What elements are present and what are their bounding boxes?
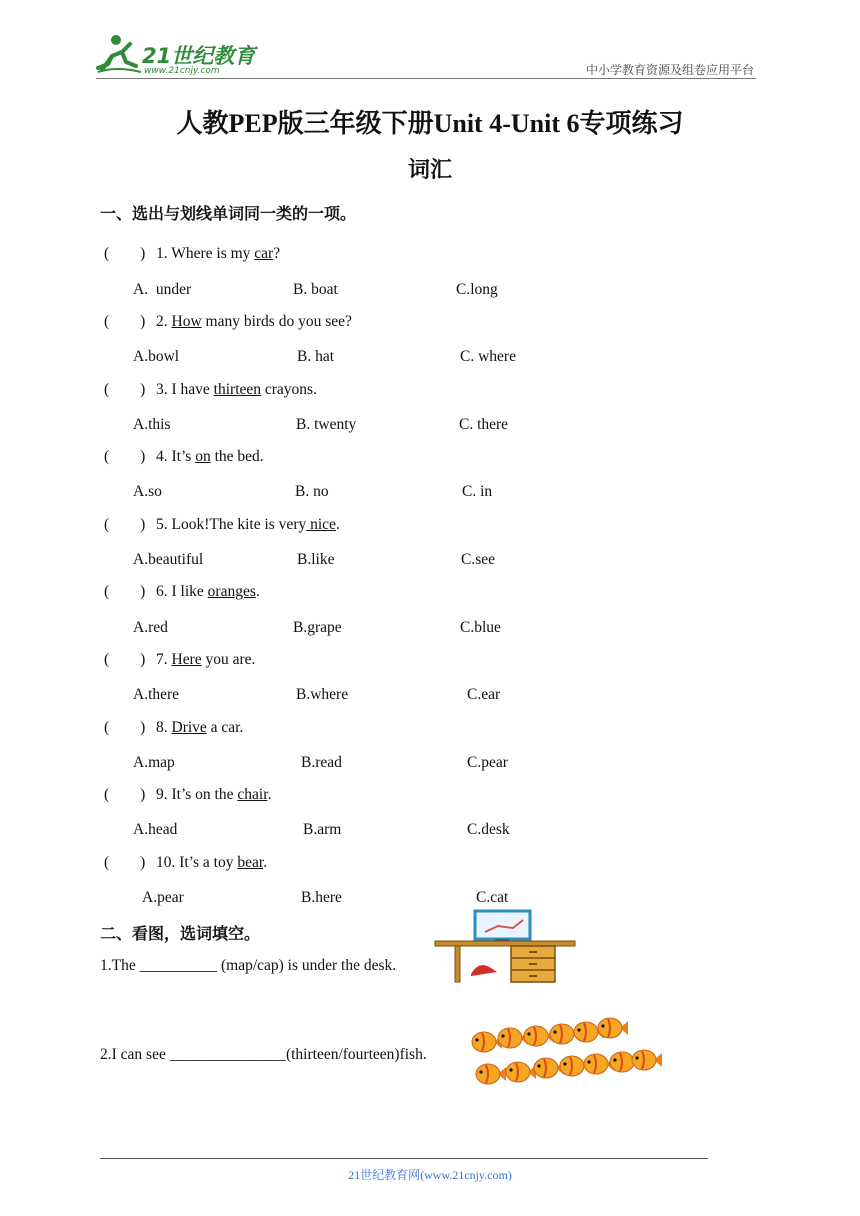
question-text-end: a car. (206, 719, 244, 736)
option-b: B.grape (293, 619, 342, 636)
question-number: 2. (156, 313, 168, 330)
question-3 (104, 381, 317, 399)
option-c: C.desk (467, 821, 510, 838)
question-text: It’s (167, 448, 196, 465)
answer-blank[interactable]: ( ) (104, 854, 146, 871)
option-a: A.map (133, 754, 175, 771)
site-logo (96, 30, 266, 80)
question-text-end: ? (273, 245, 281, 262)
underlined-word: oranges (207, 583, 256, 600)
question-text-end: many birds do you see? (201, 313, 352, 330)
fill-item-1: 1.The __________ (map/cap) is under the desk. (100, 957, 397, 974)
fish-icon (506, 1062, 536, 1082)
question-10 (104, 854, 267, 872)
underlined-word: bear (237, 854, 264, 871)
question-5 (104, 516, 340, 534)
answer-blank[interactable]: ( ) (104, 448, 146, 465)
option-a: A.this (133, 416, 171, 433)
logo-url: www.21cnjy.com (144, 66, 220, 76)
question-text-end: . (255, 583, 260, 600)
platform-label: 中小学教育资源及组卷应用平台 (585, 63, 754, 77)
option-b: B. hat (297, 348, 335, 365)
page-subtitle: 词汇 (407, 157, 452, 183)
question-number: 7. (156, 651, 168, 668)
question-9 (104, 786, 271, 804)
underlined-word: thirteen (213, 381, 262, 398)
question-number: 5. (156, 516, 168, 533)
question-number: 9. (156, 786, 168, 803)
option-c: C. where (460, 348, 516, 365)
question-number: 6. (156, 583, 168, 600)
question-number: 8. (156, 719, 168, 736)
footer-text: 21世纪教育网(www.21cnjy.com) (348, 1168, 512, 1182)
fish-icon (472, 1032, 502, 1052)
option-b: B. twenty (296, 416, 357, 433)
option-a: A.so (133, 483, 162, 500)
option-c: C.long (456, 281, 498, 298)
question-text-end: crayons. (261, 381, 317, 398)
header-divider (96, 78, 756, 79)
option-b: B. no (295, 483, 329, 500)
option-c: C. in (462, 483, 493, 500)
fish-icon (598, 1018, 628, 1038)
answer-blank[interactable]: ( ) (104, 786, 146, 803)
answer-blank[interactable]: ( ) (104, 719, 146, 736)
option-a: A.there (133, 686, 180, 703)
underlined-word: How (171, 313, 202, 330)
section-heading-1: 一、选出与划线单词同一类的一项。 (100, 204, 357, 223)
option-c: C.cat (476, 889, 509, 906)
option-b: B. boat (293, 281, 338, 298)
fish-illustration (466, 1012, 662, 1092)
answer-blank[interactable]: ( ) (104, 651, 146, 668)
option-c: C.pear (467, 754, 508, 771)
option-c: C. there (459, 416, 509, 433)
fish-icon (524, 1026, 554, 1046)
question-number: 10. (156, 854, 176, 871)
section-heading-2: 二、看图，选词填空。 (100, 924, 261, 943)
fill-item-2: 2.I can see _______________(thirteen/fourteen)fish. (100, 1046, 427, 1063)
question-2 (104, 313, 352, 331)
answer-blank[interactable]: ( ) (104, 313, 146, 330)
footer-divider (100, 1158, 708, 1159)
underlined-word: chair (237, 786, 268, 803)
question-6 (104, 583, 260, 601)
option-c: C.see (461, 551, 496, 568)
fish-icon (498, 1028, 528, 1048)
question-text: Look!The kite is very (167, 516, 307, 533)
answer-blank[interactable]: ( ) (104, 381, 146, 398)
question-text-end: you are. (201, 651, 256, 668)
option-a: A.pear (142, 889, 184, 906)
desk-illustration (433, 908, 578, 986)
answer-blank[interactable]: ( ) (104, 245, 146, 262)
underlined-word: car (254, 245, 274, 262)
option-a: A.red (133, 619, 168, 636)
option-a: A. under (133, 281, 192, 298)
option-a: A.head (133, 821, 178, 838)
question-text: It’s a toy (175, 854, 238, 871)
question-text-end: . (263, 854, 268, 871)
option-a: A.bowl (133, 348, 180, 365)
answer-blank[interactable]: ( ) (104, 516, 146, 533)
question-1 (104, 245, 280, 263)
fish-icon (534, 1058, 564, 1078)
underlined-word: Here (171, 651, 202, 668)
question-number: 1. (156, 245, 168, 262)
option-b: B.where (296, 686, 349, 703)
question-text-end: . (335, 516, 340, 533)
underlined-word: Drive (171, 719, 207, 736)
question-text-end: . (267, 786, 272, 803)
option-b: B.like (297, 551, 335, 568)
fish-icon (632, 1050, 662, 1070)
question-8 (104, 719, 243, 737)
logo-text: 21世纪教育 (142, 44, 256, 68)
underlined-word: nice (306, 516, 336, 533)
option-a: A.beautiful (133, 551, 204, 568)
question-text: It’s on the (167, 786, 238, 803)
question-text: Where is my (167, 245, 255, 262)
question-text-end: the bed. (210, 448, 264, 465)
option-b: B.arm (303, 821, 342, 838)
question-number: 4. (156, 448, 168, 465)
runner-icon (98, 35, 141, 72)
option-c: C.blue (460, 619, 501, 636)
option-c: C.ear (467, 686, 501, 703)
option-b: B.here (301, 889, 342, 906)
fish-icon (584, 1054, 614, 1074)
page-title: 人教PEP版三年级下册Unit 4-Unit 6专项练习 (176, 109, 684, 138)
answer-blank[interactable]: ( ) (104, 583, 146, 600)
question-number: 3. (156, 381, 168, 398)
cap-icon (471, 965, 497, 976)
question-7 (104, 651, 255, 669)
question-text: I like (167, 583, 208, 600)
option-b: B.read (301, 754, 342, 771)
question-4 (104, 448, 264, 466)
underlined-word: on (195, 448, 211, 465)
question-text: I have (167, 381, 214, 398)
fish-icon (476, 1064, 506, 1084)
